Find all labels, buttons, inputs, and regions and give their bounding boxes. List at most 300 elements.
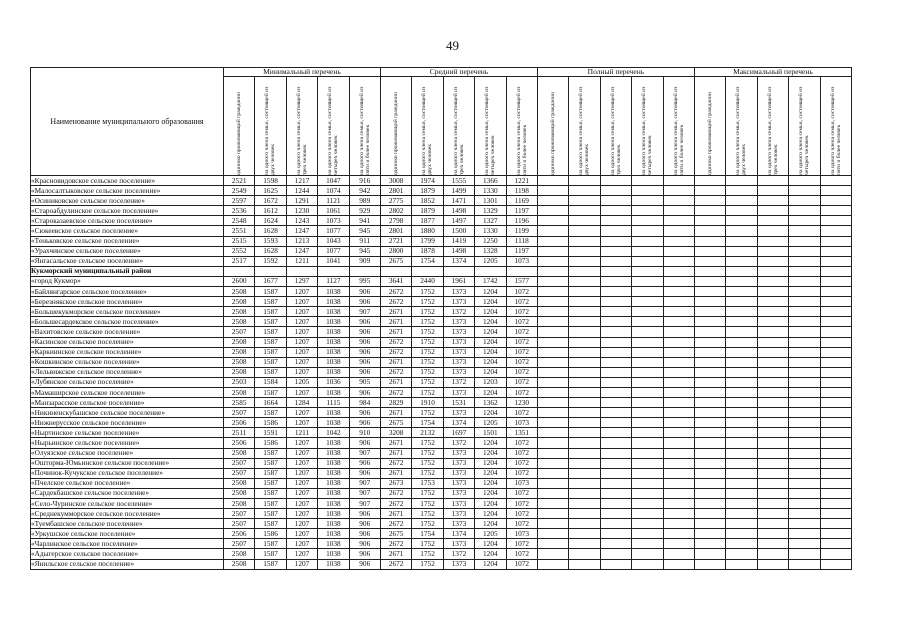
value-cell bbox=[569, 266, 600, 276]
value-cell: 1373 bbox=[443, 337, 474, 347]
value-cell: 1498 bbox=[443, 206, 474, 216]
value-cell: 995 bbox=[349, 276, 380, 286]
value-cell bbox=[820, 276, 851, 286]
value-cell: 2675 bbox=[380, 418, 411, 428]
value-cell bbox=[600, 529, 631, 539]
value-cell bbox=[789, 256, 820, 266]
value-cell bbox=[820, 206, 851, 216]
value-cell: 2508 bbox=[224, 317, 255, 327]
value-cell bbox=[757, 539, 788, 549]
value-cell bbox=[569, 246, 600, 256]
value-cell: 1072 bbox=[506, 377, 537, 387]
value-cell: 1205 bbox=[286, 377, 317, 387]
municipality-name: «Олуязское сельское поселение» bbox=[31, 448, 224, 458]
value-cell bbox=[820, 539, 851, 549]
value-cell bbox=[820, 347, 851, 357]
value-cell: 1247 bbox=[286, 226, 317, 236]
value-cell bbox=[663, 256, 694, 266]
value-cell: 1197 bbox=[506, 246, 537, 256]
value-cell bbox=[600, 408, 631, 418]
table-row bbox=[31, 488, 852, 498]
value-cell bbox=[569, 519, 600, 529]
value-cell bbox=[789, 266, 820, 276]
value-cell bbox=[663, 186, 694, 196]
municipality-name: «Нырьинское сельское поселение» bbox=[31, 438, 224, 448]
sub-column-header bbox=[412, 77, 443, 176]
value-cell: 2673 bbox=[380, 478, 411, 488]
value-cell: 1500 bbox=[443, 226, 474, 236]
value-cell: 2521 bbox=[224, 176, 255, 186]
municipality-name: «Манзарасское сельское поселение» bbox=[31, 398, 224, 408]
sub-column-label: на одного члена семьи, состоящей из двух человек bbox=[735, 86, 748, 175]
value-cell: 1752 bbox=[412, 509, 443, 519]
value-cell: 1374 bbox=[443, 418, 474, 428]
table-row bbox=[31, 408, 852, 418]
value-cell bbox=[757, 387, 788, 397]
value-cell: 2600 bbox=[224, 276, 255, 286]
value-cell: 2671 bbox=[380, 327, 411, 337]
value-cell bbox=[694, 176, 725, 186]
table-row bbox=[31, 226, 852, 236]
table-row bbox=[31, 317, 852, 327]
value-cell bbox=[757, 509, 788, 519]
table-row bbox=[31, 196, 852, 206]
value-cell bbox=[600, 216, 631, 226]
value-cell: 907 bbox=[349, 488, 380, 498]
value-cell bbox=[789, 337, 820, 347]
value-cell: 1373 bbox=[443, 488, 474, 498]
value-cell bbox=[600, 256, 631, 266]
value-cell: 1072 bbox=[506, 509, 537, 519]
value-cell bbox=[820, 387, 851, 397]
value-cell bbox=[757, 196, 788, 206]
value-cell bbox=[694, 276, 725, 286]
value-cell: 1742 bbox=[475, 276, 506, 286]
value-cell: 1752 bbox=[412, 448, 443, 458]
value-cell: 1697 bbox=[443, 428, 474, 438]
value-cell: 1799 bbox=[412, 236, 443, 246]
value-cell bbox=[820, 297, 851, 307]
value-cell bbox=[694, 256, 725, 266]
value-cell: 1373 bbox=[443, 347, 474, 357]
value-cell: 2775 bbox=[380, 196, 411, 206]
value-cell bbox=[789, 367, 820, 377]
name-column-header: Наименование муниципального образования bbox=[31, 68, 224, 176]
value-cell bbox=[726, 276, 757, 286]
municipality-name: «Среднекумморское сельское поселение» bbox=[31, 509, 224, 519]
value-cell: 2508 bbox=[224, 287, 255, 297]
value-cell bbox=[537, 418, 568, 428]
value-cell bbox=[757, 216, 788, 226]
value-cell bbox=[820, 418, 851, 428]
value-cell bbox=[820, 488, 851, 498]
municipality-name: «Нижнерусское сельское поселение» bbox=[31, 418, 224, 428]
value-cell bbox=[694, 236, 725, 246]
value-cell: 1207 bbox=[286, 529, 317, 539]
value-cell bbox=[632, 216, 663, 226]
value-cell bbox=[789, 236, 820, 246]
value-cell: 1593 bbox=[255, 236, 286, 246]
sub-column-header bbox=[224, 77, 255, 176]
value-cell: 1072 bbox=[506, 519, 537, 529]
value-cell bbox=[726, 559, 757, 569]
value-cell bbox=[789, 448, 820, 458]
value-cell: 2507 bbox=[224, 408, 255, 418]
value-cell bbox=[820, 458, 851, 468]
value-cell: 929 bbox=[349, 206, 380, 216]
value-cell: 1204 bbox=[475, 307, 506, 317]
value-cell: 2508 bbox=[224, 559, 255, 569]
value-cell: 1072 bbox=[506, 307, 537, 317]
value-cell: 1072 bbox=[506, 387, 537, 397]
sub-column-label: одиноко проживающий гражданин bbox=[393, 92, 400, 175]
value-cell: 906 bbox=[349, 317, 380, 327]
value-cell bbox=[663, 438, 694, 448]
value-cell: 2511 bbox=[224, 428, 255, 438]
value-cell: 1072 bbox=[506, 488, 537, 498]
sub-column-header bbox=[506, 77, 537, 176]
value-cell bbox=[600, 337, 631, 347]
value-cell bbox=[663, 297, 694, 307]
value-cell: 906 bbox=[349, 357, 380, 367]
value-cell: 1587 bbox=[255, 337, 286, 347]
value-cell bbox=[694, 438, 725, 448]
value-cell: 1072 bbox=[506, 458, 537, 468]
value-cell bbox=[726, 488, 757, 498]
value-cell: 2507 bbox=[224, 539, 255, 549]
value-cell bbox=[632, 266, 663, 276]
value-cell bbox=[694, 559, 725, 569]
value-cell bbox=[694, 307, 725, 317]
value-cell: 2672 bbox=[380, 387, 411, 397]
value-cell bbox=[694, 196, 725, 206]
value-cell: 1204 bbox=[475, 438, 506, 448]
value-cell: 1577 bbox=[506, 276, 537, 286]
value-cell bbox=[663, 266, 694, 276]
value-cell: 1038 bbox=[318, 367, 349, 377]
value-cell bbox=[569, 196, 600, 206]
table-row bbox=[31, 337, 852, 347]
value-cell bbox=[569, 559, 600, 569]
value-cell bbox=[600, 347, 631, 357]
value-cell: 1072 bbox=[506, 468, 537, 478]
table-row bbox=[31, 186, 852, 196]
value-cell bbox=[569, 398, 600, 408]
value-cell bbox=[537, 317, 568, 327]
value-cell bbox=[600, 398, 631, 408]
value-cell bbox=[663, 317, 694, 327]
municipality-name: «Янильское сельское поселение» bbox=[31, 559, 224, 569]
value-cell bbox=[726, 509, 757, 519]
sub-column-header bbox=[349, 77, 380, 176]
value-cell bbox=[632, 176, 663, 186]
value-cell bbox=[569, 287, 600, 297]
value-cell: 1752 bbox=[412, 408, 443, 418]
value-cell: 1204 bbox=[475, 448, 506, 458]
value-cell bbox=[789, 468, 820, 478]
value-cell: 1207 bbox=[286, 509, 317, 519]
table-row bbox=[31, 509, 852, 519]
value-cell bbox=[757, 408, 788, 418]
sub-column-label: на одного члена семьи, состоящей из четырех человек bbox=[484, 86, 497, 175]
value-cell: 1038 bbox=[318, 287, 349, 297]
municipality-name: «Осиниковское сельское поселение» bbox=[31, 196, 224, 206]
value-cell: 1598 bbox=[255, 176, 286, 186]
value-cell: 1587 bbox=[255, 499, 286, 509]
value-cell bbox=[820, 499, 851, 509]
value-cell: 1207 bbox=[286, 337, 317, 347]
value-cell: 2536 bbox=[224, 206, 255, 216]
value-cell bbox=[632, 297, 663, 307]
value-cell: 2508 bbox=[224, 307, 255, 317]
value-cell bbox=[380, 266, 411, 276]
value-cell: 1301 bbox=[475, 196, 506, 206]
value-cell bbox=[632, 287, 663, 297]
value-cell: 1752 bbox=[412, 367, 443, 377]
value-cell: 1587 bbox=[255, 317, 286, 327]
value-cell: 2672 bbox=[380, 337, 411, 347]
value-cell bbox=[757, 398, 788, 408]
value-cell: 1587 bbox=[255, 539, 286, 549]
value-cell bbox=[663, 327, 694, 337]
value-cell: 2671 bbox=[380, 317, 411, 327]
value-cell: 906 bbox=[349, 458, 380, 468]
value-cell bbox=[757, 559, 788, 569]
sub-column-label: на одного члена семьи, состоящей из трех человек bbox=[295, 86, 308, 175]
value-cell bbox=[726, 418, 757, 428]
value-cell: 1207 bbox=[286, 408, 317, 418]
value-cell: 1591 bbox=[255, 428, 286, 438]
value-cell bbox=[600, 428, 631, 438]
value-cell: 1974 bbox=[412, 176, 443, 186]
value-cell: 2672 bbox=[380, 488, 411, 498]
value-cell: 2507 bbox=[224, 458, 255, 468]
value-cell bbox=[789, 216, 820, 226]
value-cell: 1073 bbox=[506, 529, 537, 539]
value-cell bbox=[694, 387, 725, 397]
value-cell: 907 bbox=[349, 478, 380, 488]
value-cell: 2801 bbox=[380, 226, 411, 236]
value-cell bbox=[569, 468, 600, 478]
value-cell bbox=[663, 387, 694, 397]
value-cell bbox=[600, 186, 631, 196]
value-cell: 2549 bbox=[224, 186, 255, 196]
value-cell: 1211 bbox=[286, 256, 317, 266]
value-cell bbox=[757, 317, 788, 327]
value-cell: 2515 bbox=[224, 236, 255, 246]
value-cell bbox=[600, 519, 631, 529]
municipality-name: «Березнякское сельское поселение» bbox=[31, 297, 224, 307]
value-cell: 2508 bbox=[224, 347, 255, 357]
value-cell bbox=[789, 317, 820, 327]
value-cell: 1038 bbox=[318, 559, 349, 569]
value-cell bbox=[820, 377, 851, 387]
value-cell: 2552 bbox=[224, 246, 255, 256]
value-cell bbox=[663, 509, 694, 519]
value-cell bbox=[694, 418, 725, 428]
value-cell bbox=[820, 287, 851, 297]
value-cell bbox=[632, 276, 663, 286]
value-cell bbox=[569, 529, 600, 539]
value-cell bbox=[663, 216, 694, 226]
value-cell: 1852 bbox=[412, 196, 443, 206]
value-cell: 1204 bbox=[475, 478, 506, 488]
value-cell: 906 bbox=[349, 509, 380, 519]
sub-column-header bbox=[443, 77, 474, 176]
value-cell bbox=[694, 377, 725, 387]
value-cell: 2506 bbox=[224, 529, 255, 539]
table-row bbox=[31, 176, 852, 186]
value-cell: 1587 bbox=[255, 287, 286, 297]
value-cell: 2802 bbox=[380, 206, 411, 216]
value-cell: 1198 bbox=[506, 186, 537, 196]
value-cell: 1204 bbox=[475, 499, 506, 509]
sub-column-label: на одного члена семьи, состоящей из трех человек bbox=[609, 86, 622, 175]
table-row bbox=[31, 377, 852, 387]
value-cell bbox=[632, 377, 663, 387]
group-maximal: Максимальный перечень bbox=[694, 68, 851, 77]
value-cell: 1374 bbox=[443, 256, 474, 266]
value-cell bbox=[789, 186, 820, 196]
section-row bbox=[31, 266, 852, 276]
value-cell: 1204 bbox=[475, 297, 506, 307]
value-cell: 1752 bbox=[412, 559, 443, 569]
value-cell bbox=[789, 428, 820, 438]
value-cell: 2507 bbox=[224, 327, 255, 337]
value-cell: 1207 bbox=[286, 519, 317, 529]
value-cell: 1374 bbox=[443, 529, 474, 539]
value-cell bbox=[663, 559, 694, 569]
value-cell: 1204 bbox=[475, 488, 506, 498]
value-cell bbox=[663, 337, 694, 347]
value-cell bbox=[789, 357, 820, 367]
value-cell: 2829 bbox=[380, 398, 411, 408]
value-cell bbox=[537, 236, 568, 246]
value-cell: 1330 bbox=[475, 226, 506, 236]
value-cell: 1072 bbox=[506, 337, 537, 347]
value-cell bbox=[663, 499, 694, 509]
value-cell: 1628 bbox=[255, 226, 286, 236]
table-row bbox=[31, 307, 852, 317]
value-cell: 906 bbox=[349, 337, 380, 347]
sub-column-header bbox=[726, 77, 757, 176]
value-cell bbox=[789, 246, 820, 256]
value-cell bbox=[569, 276, 600, 286]
value-cell: 1042 bbox=[318, 428, 349, 438]
value-cell bbox=[569, 297, 600, 307]
municipality-name: «Малосалтыковское сельское поселение» bbox=[31, 186, 224, 196]
value-cell bbox=[537, 337, 568, 347]
sub-column-label: на одного члена семьи, состоящей из трех человек bbox=[766, 86, 779, 175]
value-cell: 2672 bbox=[380, 458, 411, 468]
value-cell: 1752 bbox=[412, 458, 443, 468]
value-cell bbox=[757, 428, 788, 438]
value-cell: 1036 bbox=[318, 377, 349, 387]
value-cell bbox=[726, 266, 757, 276]
municipality-name: «Урахчинское сельское поселение» bbox=[31, 246, 224, 256]
value-cell bbox=[663, 519, 694, 529]
value-cell: 1221 bbox=[506, 176, 537, 186]
value-cell: 1207 bbox=[286, 488, 317, 498]
value-cell bbox=[820, 367, 851, 377]
sub-column-label: на одного члена семьи, состоящей из двух человек bbox=[421, 86, 434, 175]
value-cell bbox=[726, 539, 757, 549]
value-cell bbox=[600, 276, 631, 286]
municipality-name: «Мамаширское сельское поселение» bbox=[31, 387, 224, 397]
value-cell: 1072 bbox=[506, 367, 537, 377]
sub-column-label: на одного члена семьи, состоящей из четырех человек bbox=[327, 86, 340, 175]
value-cell: 1072 bbox=[506, 499, 537, 509]
value-cell bbox=[537, 196, 568, 206]
value-cell bbox=[600, 246, 631, 256]
value-cell: 1196 bbox=[506, 216, 537, 226]
value-cell bbox=[726, 468, 757, 478]
value-cell: 1373 bbox=[443, 327, 474, 337]
value-cell: 2506 bbox=[224, 418, 255, 428]
value-cell: 1961 bbox=[443, 276, 474, 286]
value-cell bbox=[600, 438, 631, 448]
value-cell: 2671 bbox=[380, 468, 411, 478]
value-cell: 2675 bbox=[380, 256, 411, 266]
value-cell: 1587 bbox=[255, 559, 286, 569]
value-cell bbox=[663, 488, 694, 498]
value-cell bbox=[569, 226, 600, 236]
sub-column-header bbox=[694, 77, 725, 176]
value-cell bbox=[820, 408, 851, 418]
value-cell bbox=[726, 196, 757, 206]
municipality-name: «Туембашское сельское поселение» bbox=[31, 519, 224, 529]
value-cell bbox=[663, 236, 694, 246]
value-cell bbox=[569, 337, 600, 347]
value-cell bbox=[726, 206, 757, 216]
value-cell bbox=[757, 499, 788, 509]
value-cell: 1586 bbox=[255, 418, 286, 428]
value-cell bbox=[600, 509, 631, 519]
value-cell bbox=[537, 297, 568, 307]
sub-column-header bbox=[475, 77, 506, 176]
value-cell bbox=[506, 266, 537, 276]
value-cell: 1204 bbox=[475, 327, 506, 337]
value-cell bbox=[726, 519, 757, 529]
value-cell bbox=[632, 398, 663, 408]
value-cell bbox=[632, 488, 663, 498]
value-cell: 1197 bbox=[506, 206, 537, 216]
value-cell: 1373 bbox=[443, 287, 474, 297]
value-cell bbox=[537, 408, 568, 418]
value-cell: 1373 bbox=[443, 357, 474, 367]
table-row bbox=[31, 216, 852, 226]
value-cell bbox=[694, 216, 725, 226]
value-cell: 1207 bbox=[286, 367, 317, 377]
municipality-name: «Чарлинское сельское поселение» bbox=[31, 539, 224, 549]
value-cell: 1328 bbox=[475, 246, 506, 256]
table-row bbox=[31, 529, 852, 539]
value-cell bbox=[694, 499, 725, 509]
value-cell: 1879 bbox=[412, 186, 443, 196]
value-cell: 1204 bbox=[475, 468, 506, 478]
value-cell bbox=[694, 488, 725, 498]
value-cell bbox=[632, 559, 663, 569]
value-cell: 2671 bbox=[380, 307, 411, 317]
value-cell: 1127 bbox=[318, 276, 349, 286]
value-cell: 1072 bbox=[506, 448, 537, 458]
value-cell: 906 bbox=[349, 287, 380, 297]
value-cell bbox=[789, 539, 820, 549]
value-cell bbox=[600, 387, 631, 397]
value-cell: 906 bbox=[349, 347, 380, 357]
municipality-name: «Лельвижское сельское поселение» bbox=[31, 367, 224, 377]
value-cell: 1373 bbox=[443, 367, 474, 377]
